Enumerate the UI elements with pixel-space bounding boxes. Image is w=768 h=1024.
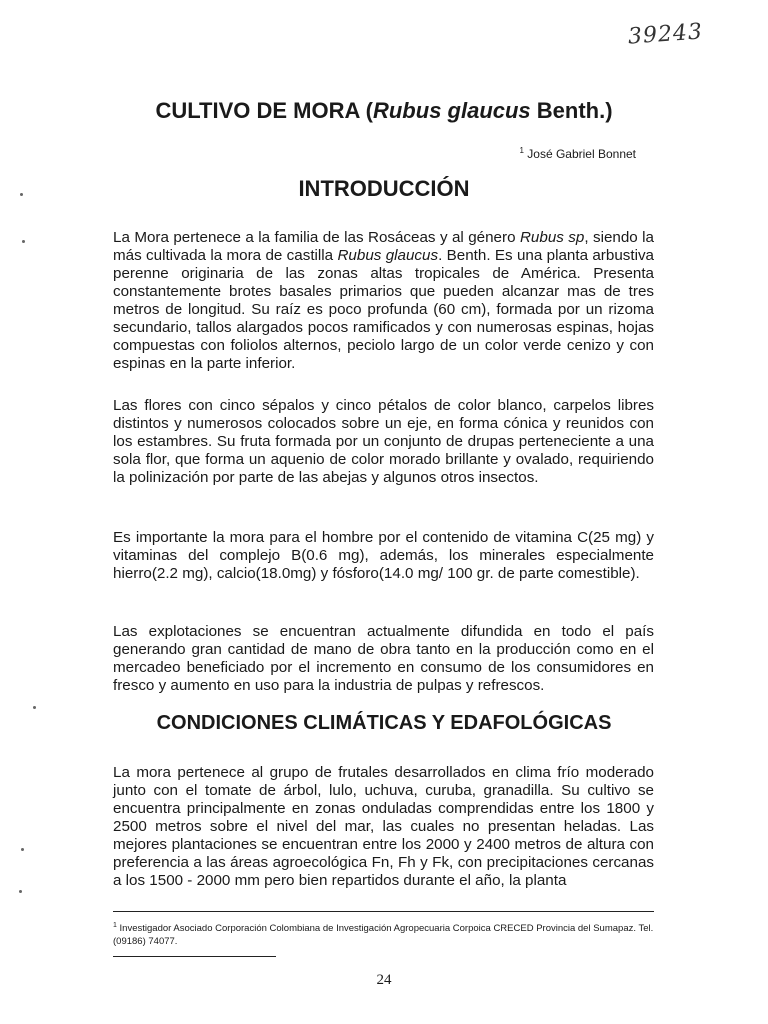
- author-footnote-marker: 1: [519, 146, 524, 155]
- section-heading-conditions: CONDICIONES CLIMÁTICAS Y EDAFOLÓGICAS: [156, 712, 612, 734]
- title-prefix: CULTIVO DE MORA (: [155, 98, 373, 123]
- footnote-marker: 1: [113, 922, 117, 929]
- paragraph-conditions-1: La mora pertenece al grupo de frutales desarrollados en clima frío moderado junto con el tomate de árbol, lulo, uchuva, curuba, granadilla. Su cultivo se encuentra principalmente en zonas onduladas comprendidas entre los 1800 y 2500 metros sobre el nivel del mar, las cuales no presentan heladas. Las mejores plantaciones se encuentran entre los 2000 y 2400 metros de altura con preferencia a las áreas agroecológica Fn, Fh y Fk, con precipitaciones cercanas a los 1500 - 2000 mm pero bien repartidos durante el año, la planta: [113, 764, 654, 889]
- title-suffix: Benth.): [530, 98, 613, 123]
- scientific-name: Rubus sp: [519, 229, 585, 246]
- paragraph-text: . Benth. Es una planta arbustiva perenne originaria de las zonas altas tropicales de América. Presenta constantemente brotes basales primarios que pueden alcanzar mas de tres metros de longitud. Su raíz es poco profunda (60 cm), formada por un rizoma secundario, tallos alargados pocos ramificados y con numerosas espinas, hojas compuestas con foliolos alternos, peciolo largo de un color verde cenizo y con espinas en la parte inferior.: [113, 247, 654, 372]
- author-name: José Gabriel Bonnet: [527, 147, 636, 161]
- scan-speck: [20, 193, 23, 196]
- footnote-text: Investigador Asociado Corporación Colombiana de Investigación Agropecuaria Corpoica CRECED Provincia del Sumapaz. Tel. (09186) 74077.: [113, 923, 654, 948]
- footnote: [113, 919, 654, 948]
- paragraph-intro-4: Las explotaciones se encuentran actualmente difundida en todo el país generando gran cantidad de mano de obra tanto en la producción como en el mercadeo beneficiado por el incremento en consumo de los consumidores en fresco y aumento en uso para la industria de pulpas y refrescos.: [113, 623, 654, 694]
- scan-speck: [19, 890, 22, 893]
- scan-speck: [21, 848, 24, 851]
- paragraph-intro-3: Es importante la mora para el hombre por el contenido de vitamina C(25 mg) y vitaminas del complejo B(0.6 mg), además, los minerales especialmente hierro(2.2 mg), calcio(18.0mg) y fósforo(14.0 mg/ 100 gr. de parte comestible).: [113, 529, 654, 582]
- paragraph-intro-1: [113, 229, 654, 373]
- paragraph-text: , siendo la más cultivada la mora de castilla: [113, 229, 654, 264]
- author-line: [519, 146, 636, 161]
- scan-speck: [33, 706, 36, 709]
- paragraph-intro-2: Las flores con cinco sépalos y cinco pétalos de color blanco, carpelos libres distintos y numerosos colocados sobre un eje, en forma cónica y reunidos con los estambres. Su fruta formada por un conjunto de drupas perteneciente a una sola flor, que forma un aquenio de color morado brillante y ovalado, requiriendo la polinización por parte de las abejas y algunos otros insectos.: [113, 397, 654, 486]
- document-title: [0, 98, 768, 124]
- paragraph-text: La Mora pertenece a la familia de las Rosáceas y al género: [113, 229, 520, 246]
- scientific-name: Rubus glaucus: [337, 247, 439, 264]
- section-heading-introduction: INTRODUCCIÓN: [298, 176, 470, 201]
- footnote-end-divider: [113, 956, 276, 957]
- handwritten-document-number: 39243: [627, 19, 704, 50]
- page-number: 24: [376, 972, 392, 988]
- scan-speck: [22, 240, 25, 243]
- footnote-divider: [113, 911, 654, 912]
- title-scientific-name: Rubus glaucus: [372, 98, 531, 123]
